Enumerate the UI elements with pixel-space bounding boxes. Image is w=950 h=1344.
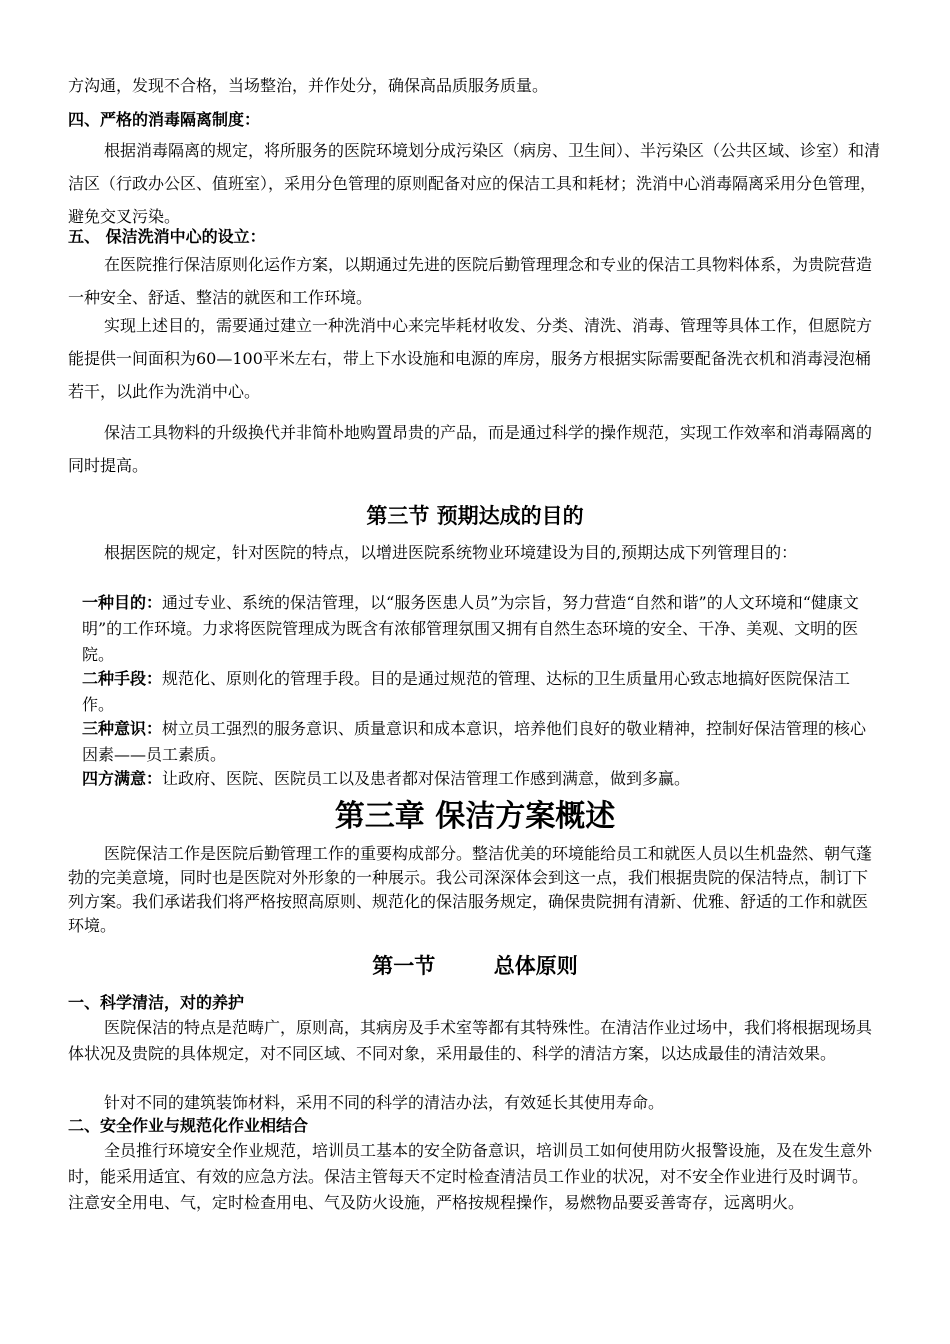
heading-scientific-cleaning: 一、科学清洁，对的养护 bbox=[68, 993, 245, 1012]
section-title-general-principles: 第一节 总体原则 bbox=[372, 953, 578, 978]
paragraph-scientific-cleaning-2: 针对不同的建筑装饰材料，采用不同的科学的清洁办法，有效延长其使用寿命。 bbox=[104, 1093, 665, 1112]
goal-text: 规范化、原则化的管理手段。目的是通过规范的管理、达标的卫生质量用心致志地搞好医院保洁工作。 bbox=[82, 669, 851, 714]
paragraph-intro-tail: 方沟通，发现不合格，当场整治，并作处分，确保高品质服务质量。 bbox=[68, 76, 549, 95]
goal-item-1 bbox=[82, 590, 882, 668]
paragraph-expected-goals: 根据医院的规定，针对医院的特点，以增进医院系统物业环境建设为目的,预期达成下列管理目的： bbox=[104, 543, 798, 562]
paragraph-wash-center-1: 在医院推行保洁原则化运作方案，以期通过先进的医院后勤管理理念和专业的保洁工具物料体系，为贵院营造一种安全、舒适、整洁的就医和工作环境。 bbox=[68, 255, 873, 307]
heading-wash-center: 五、 保洁洗消中心的设立： bbox=[68, 227, 266, 246]
heading-safe-operation: 二、安全作业与规范化作业相结合 bbox=[68, 1116, 309, 1135]
paragraph-safe-operation: 全员推行环境安全作业规范，培训员工基本的安全防备意识，培训员工如何使用防火报警设施，及在发生意外时，能采用适宜、有效的应急方法。保洁主管每天不定时检查清洁员工作业的状况，对不安全作业进行及时调节。注意安全用电、气，定时检查用电、气及防火设施，严格按规程操作，易燃物品要妥善寄存，远离明火。 bbox=[68, 1141, 873, 1212]
goal-label: 四方满意： bbox=[82, 769, 163, 788]
goal-text: 通过专业、系统的保洁管理，以“服务医患人员”为宗旨，努力营造“自然和谐”的人文环境和“健康文明”的工作环境。力求将医院管理成为既含有浓郁管理氛围又拥有自然生态环境的安全、干净、美观、文明的医院。 bbox=[82, 593, 859, 664]
paragraph-wash-center-3: 保洁工具物料的升级换代并非简朴地购置昂贵的产品，而是通过科学的操作规范，实现工作效率和消毒隔离的同时提高。 bbox=[68, 423, 873, 475]
goal-text: 让政府、医院、医院员工以及患者都对保洁管理工作感到满意，做到多赢。 bbox=[162, 769, 691, 788]
goal-label: 一种目的： bbox=[82, 593, 163, 612]
paragraph-scientific-cleaning-1: 医院保洁的特点是范畴广，原则高，其病房及手术室等都有其特殊性。在清洁作业过场中，我们将根据现场具体状况及贵院的具体规定，对不同区域、不同对象，采用最佳的、科学的清洁方案，以达成最佳的清洁效果。 bbox=[68, 1018, 873, 1063]
goal-item-3 bbox=[82, 716, 882, 768]
heading-disinfection: 四、严格的消毒隔离制度： bbox=[68, 110, 261, 129]
paragraph-chapter-intro: 医院保洁工作是医院后勤管理工作的重要构成部分。整洁优美的环境能给员工和就医人员以生机盎然、朝气蓬勃的完美意境，同时也是医院对外形象的一种展示。我公司深深体会到这一点，我们根据贵院的保洁特点，制订下列方案。我们承诺我们将严格按照高原则、规范化的保洁服务规定，确保贵院拥有清新、优雅、舒适的工作和就医环境。 bbox=[68, 844, 873, 935]
chapter-title: 第三章 保洁方案概述 bbox=[334, 799, 616, 834]
goal-label: 二种手段： bbox=[82, 669, 163, 688]
goal-text: 树立员工强烈的服务意识、质量意识和成本意识，培养他们良好的敬业精神，控制好保洁管理的核心因素——员工素质。 bbox=[82, 719, 867, 764]
goal-label: 三种意识： bbox=[82, 719, 163, 738]
paragraph-disinfection: 根据消毒隔离的规定，将所服务的医院环境划分成污染区（病房、卫生间）、半污染区（公共区域、诊室）和清洁区（行政办公区、值班室），采用分色管理的原则配备对应的保洁工具和耗材；洗消中心消毒隔离采用分色管理，避免交叉污染。 bbox=[68, 141, 881, 226]
paragraph-wash-center-2: 实现上述目的，需要通过建立一种洗消中心来完毕耗材收发、分类、清洗、消毒、管理等具体工作，但愿院方能提供一间面积为60—100平米左右，带上下水设施和电源的库房，服务方根据实际需要配备洗衣机和消毒浸泡桶若干，以此作为洗消中心。 bbox=[68, 316, 873, 401]
section-title-expected-goals: 第三节 预期达成的目的 bbox=[366, 503, 584, 528]
goal-item-2 bbox=[82, 666, 882, 718]
goal-item-4 bbox=[82, 766, 882, 792]
